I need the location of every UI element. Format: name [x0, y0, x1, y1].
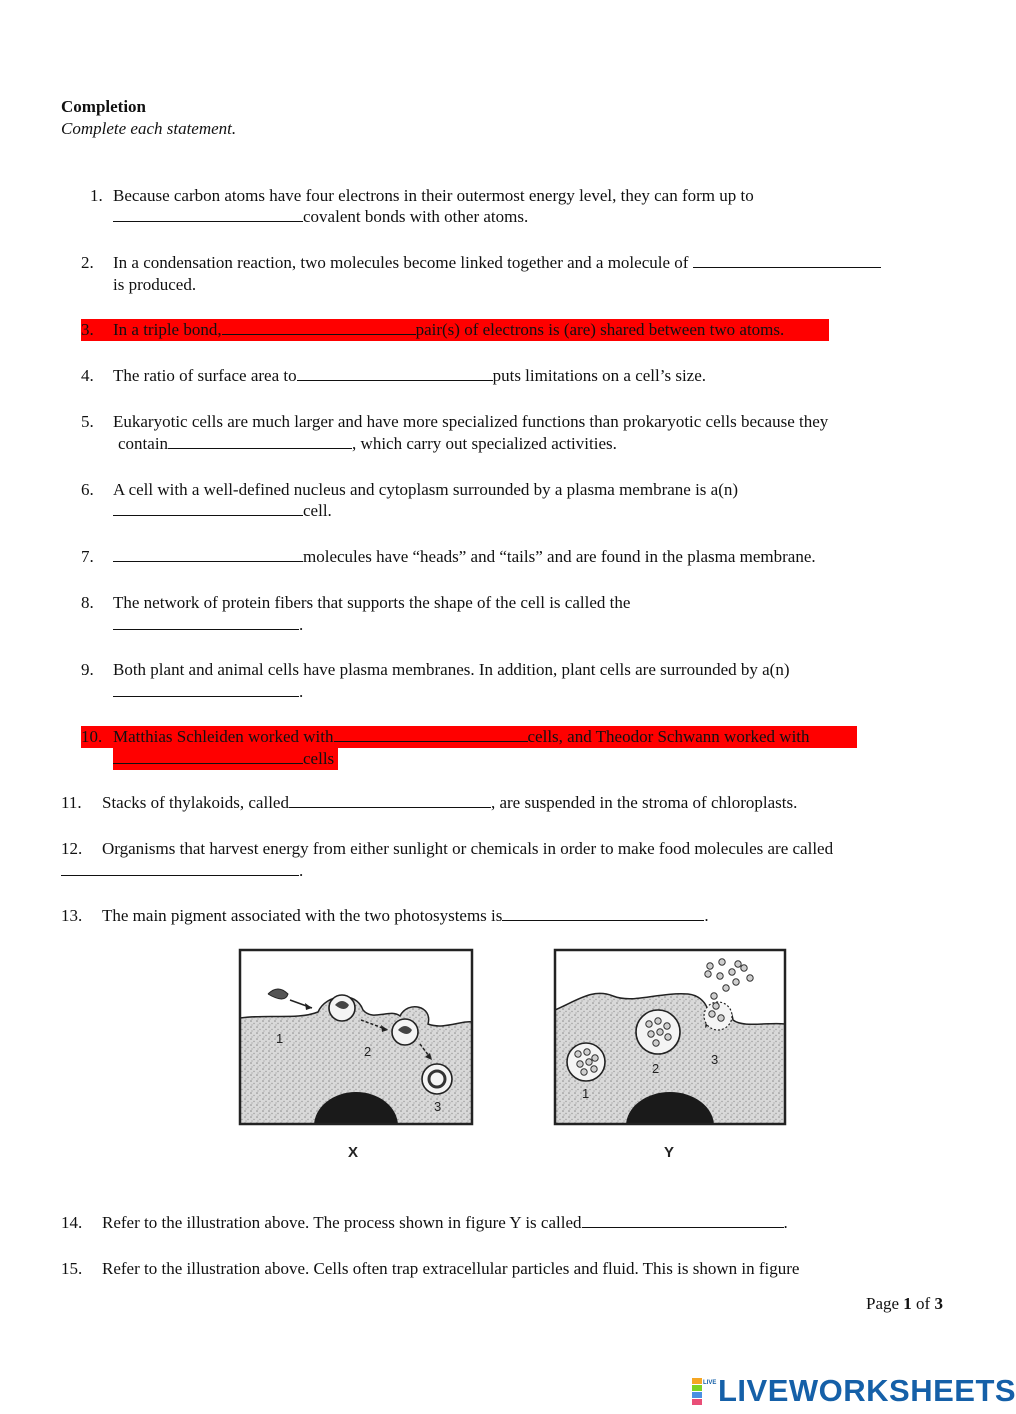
- question-number: 7.: [81, 547, 94, 566]
- liveworksheets-logo: [692, 1374, 1016, 1408]
- liveworksheets-logo-icon: [692, 1377, 717, 1405]
- answer-blank[interactable]: [502, 905, 704, 921]
- logo-text: LIVEWORKSHEETS: [718, 1373, 1016, 1408]
- answer-blank[interactable]: [113, 206, 303, 222]
- page-indicator: [866, 1293, 943, 1315]
- answer-blank[interactable]: [113, 748, 303, 764]
- question-number: 8.: [81, 593, 94, 612]
- question-text: covalent bonds with other atoms.: [303, 207, 529, 226]
- figure-label: 1: [582, 1086, 590, 1101]
- question-text: .: [299, 682, 304, 701]
- question-text: In a condensation reaction, two molecules become linked together and a molecule of: [113, 253, 689, 272]
- question-number: 9.: [81, 660, 94, 679]
- answer-blank[interactable]: [61, 860, 299, 876]
- page-prefix: Page: [866, 1294, 900, 1313]
- figure-label: 3: [434, 1099, 442, 1114]
- figure-label: 2: [652, 1061, 660, 1076]
- figure-caption-x: X: [348, 1144, 359, 1161]
- question-text: In a triple bond,: [113, 320, 222, 339]
- question-text: .: [783, 1213, 788, 1232]
- question-text: cell.: [303, 501, 332, 520]
- question-number: 15.: [61, 1259, 83, 1278]
- question-text: pair(s) of electrons is (are) shared between two atoms.: [415, 320, 785, 339]
- figure-caption-y: Y: [664, 1144, 675, 1161]
- question-text: cells: [303, 749, 335, 768]
- answer-blank[interactable]: [113, 681, 299, 697]
- figure-panel-x: [240, 950, 472, 1161]
- answer-blank[interactable]: [297, 365, 493, 381]
- figure-label: 3: [711, 1052, 719, 1067]
- page-of: of: [916, 1294, 931, 1313]
- answer-blank[interactable]: [693, 252, 881, 268]
- question-text: cells, and Theodor Schwann worked with: [527, 727, 810, 746]
- question-number: 1.: [90, 186, 103, 205]
- question-text: Because carbon atoms have four electrons in their outermost energy level, they can form up to: [113, 186, 754, 205]
- question-text: , are suspended in the stroma of chloroplasts.: [490, 793, 798, 812]
- answer-blank[interactable]: [582, 1212, 784, 1228]
- question-text: Refer to the illustration above. Cells often trap extracellular particles and fluid. This is shown in figure: [102, 1259, 800, 1278]
- question-text: A cell with a well-defined nucleus and cytoplasm surrounded by a plasma membrane is a(n): [113, 480, 739, 499]
- question-number: 6.: [81, 480, 94, 499]
- answer-blank[interactable]: [222, 319, 416, 335]
- page-current: 1: [903, 1294, 912, 1313]
- question-number: 4.: [81, 366, 94, 385]
- question-number: 3.: [81, 320, 94, 339]
- section-title: Completion: [61, 97, 146, 116]
- question-text: Both plant and animal cells have plasma membranes. In addition, plant cells are surrounded by a(n): [113, 660, 790, 679]
- question-text: Organisms that harvest energy from either sunlight or chemicals in order to make food molecules are called: [102, 839, 834, 858]
- question-text: .: [299, 615, 304, 634]
- page-total: 3: [934, 1294, 943, 1313]
- question-text: puts limitations on a cell’s size.: [492, 366, 707, 385]
- question-text: Refer to the illustration above. The process shown in figure Y is called: [102, 1213, 582, 1232]
- question-number: 11.: [61, 793, 82, 812]
- answer-blank[interactable]: [113, 546, 303, 562]
- answer-blank[interactable]: [113, 614, 299, 630]
- question-text: is produced.: [113, 275, 197, 294]
- question-text: The main pigment associated with the two photosystems is: [102, 906, 503, 925]
- question-text: Stacks of thylakoids, called: [102, 793, 289, 812]
- question-text: The network of protein fibers that supports the shape of the cell is called the: [113, 593, 631, 612]
- question-text: Matthias Schleiden worked with: [113, 727, 334, 746]
- question-number: 13.: [61, 906, 83, 925]
- figure-label: 2: [364, 1044, 372, 1059]
- question-number: 10.: [81, 727, 103, 746]
- question-text: .: [704, 906, 709, 925]
- question-number: 5.: [81, 412, 94, 431]
- question-text: contain: [118, 434, 169, 453]
- question-number: 2.: [81, 253, 94, 272]
- question-text: , which carry out specialized activities.: [352, 434, 617, 453]
- question-number: 12.: [61, 839, 83, 858]
- answer-blank[interactable]: [168, 433, 352, 449]
- question-text: molecules have “heads” and “tails” and are found in the plasma membrane.: [303, 547, 816, 566]
- question-number: 14.: [61, 1213, 83, 1232]
- answer-blank[interactable]: [113, 500, 303, 516]
- figure-panel-y: [555, 950, 785, 1161]
- question-text: The ratio of surface area to: [113, 366, 297, 385]
- answer-blank[interactable]: [289, 792, 491, 808]
- logo-side-letters: LIVE: [703, 1380, 717, 1386]
- section-instructions: Complete each statement.: [61, 119, 237, 138]
- figure-label: 1: [276, 1031, 284, 1046]
- answer-blank[interactable]: [334, 726, 528, 742]
- question-text: .: [299, 861, 304, 880]
- cell-transport-figure: [238, 948, 788, 1166]
- question-text: Eukaryotic cells are much larger and have more specialized functions than prokaryotic cells because they: [113, 412, 829, 431]
